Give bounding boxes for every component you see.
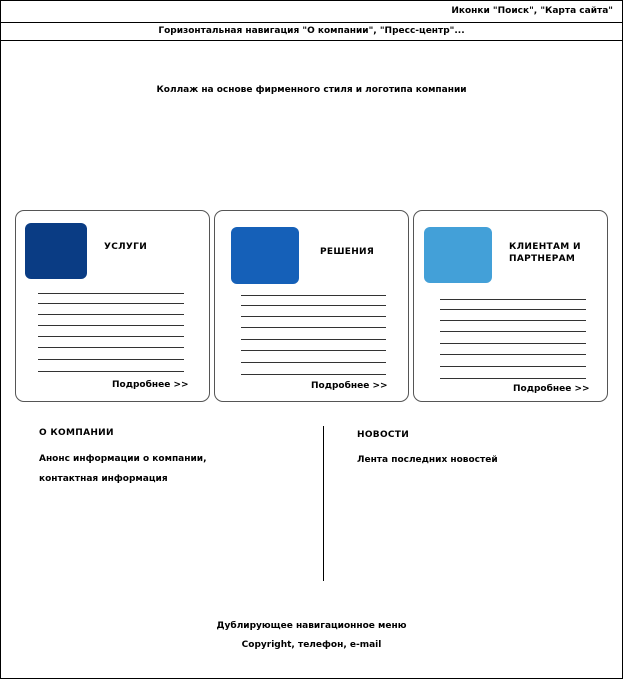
card-solutions[interactable] — [214, 210, 409, 402]
card-image — [424, 227, 492, 283]
card-clients-partners[interactable] — [413, 210, 608, 402]
footer-copyright: Copyright, телефон, e-mail — [241, 640, 382, 650]
about-heading: О КОМПАНИИ — [39, 428, 114, 438]
more-link[interactable]: Подробнее >> — [311, 381, 388, 391]
card-text-lines — [440, 299, 586, 300]
card-title: УСЛУГИ — [104, 242, 148, 252]
card-services[interactable] — [15, 210, 210, 402]
footer-duplicate-menu: Дублирующее навигационное меню — [216, 621, 407, 631]
card-text-lines — [241, 295, 386, 296]
about-text-line2: контактная информация — [39, 474, 168, 484]
navigation-placeholder: Горизонтальная навигация "О компании", "Пресс-центр"... — [158, 26, 465, 36]
more-link[interactable]: Подробнее >> — [513, 384, 590, 394]
column-divider — [323, 426, 324, 581]
card-image — [231, 227, 299, 284]
header-icons-placeholder: Иконки "Поиск", "Карта сайта" — [451, 6, 613, 16]
card-image — [25, 223, 87, 279]
card-text-lines — [38, 293, 184, 294]
more-link[interactable]: Подробнее >> — [112, 380, 189, 390]
collage-placeholder: Коллаж на основе фирменного стиля и логотипа компании — [156, 85, 467, 95]
card-title: РЕШЕНИЯ — [320, 247, 375, 257]
about-text-line1: Анонс информации о компании, — [39, 454, 207, 464]
top-bar — [1, 1, 622, 23]
horizontal-navigation — [1, 23, 622, 41]
news-heading: НОВОСТИ — [357, 430, 410, 440]
card-title: КЛИЕНТАМ И ПАРТНЕРАМ — [509, 242, 581, 264]
news-text: Лента последних новостей — [357, 455, 498, 465]
